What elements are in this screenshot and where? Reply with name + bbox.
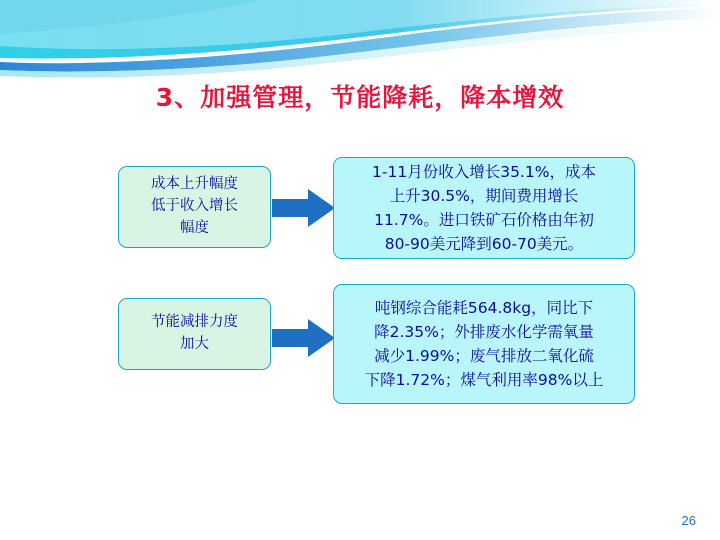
energy-saving-detail-text: 吨钢综合能耗564.8kg，同比下 降2.35%；外排废水化学需氧量 减少1.99%；废气排放二氧化硫 下降1.72%；煤气利用率98%以上 [364,298,604,390]
cost-growth-label-text: 成本上升幅度 低于收入增长 幅度 [151,176,238,236]
energy-saving-label-box [118,298,271,370]
energy-saving-label-text: 节能减排力度 加大 [151,314,238,352]
decorative-banner [0,0,720,78]
cost-growth-label-box [118,166,271,248]
cost-growth-detail-text: 1-11月份收入增长35.1%，成本 上升30.5%，期间费用增长 11.7%。进口铁矿石价格由年初 80-90美元降到60-70美元。 [372,162,596,254]
energy-saving-detail-box [333,284,635,404]
arrow-right-icon-2 [272,318,336,358]
page-title: 3、加强管理，节能降耗，降本增效 [155,83,565,112]
page-number: 26 [681,513,696,528]
arrow-right-icon-1 [272,188,336,228]
cost-growth-detail-box [333,157,635,259]
